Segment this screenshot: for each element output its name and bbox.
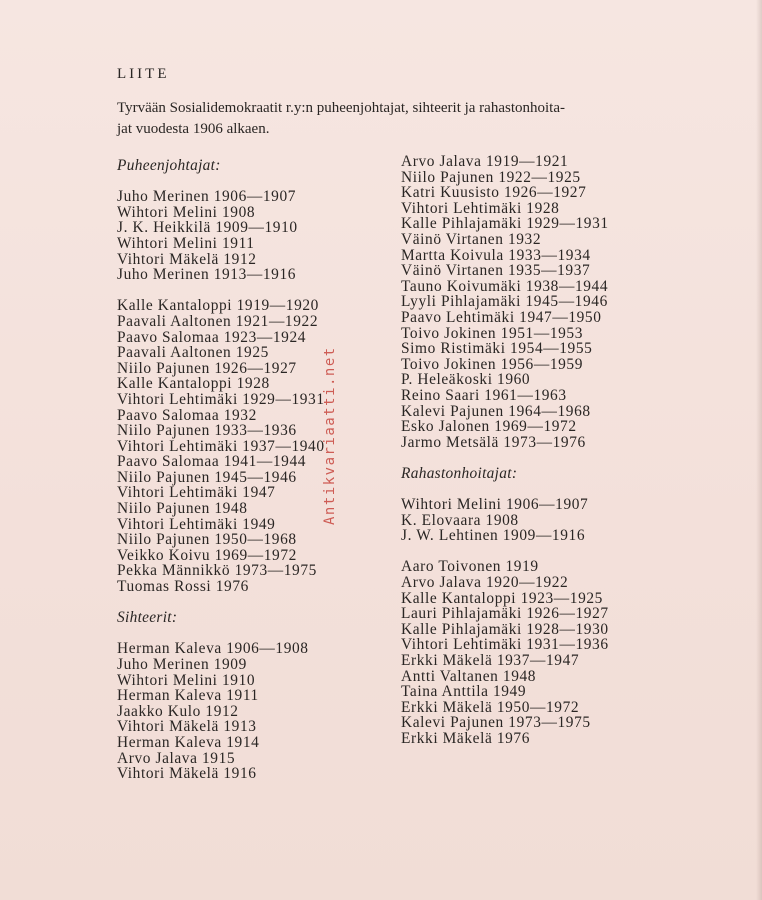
list-item: Tuomas Rossi 1976 bbox=[117, 578, 249, 596]
list-item: J. K. Heikkilä 1909—1910 bbox=[117, 219, 298, 237]
list-item: J. W. Lehtinen 1909—1916 bbox=[401, 527, 586, 545]
list-item: Kalle Kantaloppi 1923—1925 bbox=[401, 589, 603, 607]
treasurer-list-2 bbox=[401, 559, 609, 746]
list-item: Arvo Jalava 1919—1921 bbox=[401, 153, 569, 170]
list-item: Vihtori Lehtimäki 1949 bbox=[117, 515, 276, 533]
list-item: Juho Merinen 1906—1907 bbox=[117, 188, 297, 206]
list-item: Katri Kuusisto 1926—1927 bbox=[401, 184, 587, 202]
list-item: Tauno Koivumäki 1938—1944 bbox=[401, 277, 609, 295]
list-item: Erkki Mäkelä 1976 bbox=[401, 729, 531, 747]
list-item: Kalle Kantaloppi 1919—1920 bbox=[117, 297, 319, 315]
treasurer-list-1 bbox=[401, 497, 609, 544]
list-item: Herman Kaleva 1906—1908 bbox=[117, 640, 309, 658]
list-item: Kalevi Pajunen 1964—1968 bbox=[401, 402, 591, 420]
right-column bbox=[401, 154, 609, 747]
list-item: Kalevi Pajunen 1973—1975 bbox=[401, 714, 591, 732]
list-item: Taina Anttila 1949 bbox=[401, 683, 527, 701]
list-item: Väinö Virtanen 1932 bbox=[401, 230, 542, 248]
list-item: Niilo Pajunen 1933—1936 bbox=[117, 422, 297, 440]
page-heading: LIITE bbox=[117, 66, 170, 82]
section-title-rahastonhoitajat: Rahastonhoitajat: bbox=[401, 464, 518, 482]
chair-list-1 bbox=[117, 189, 325, 283]
spacer bbox=[401, 450, 609, 466]
list-item: Paavo Salomaa 1941—1944 bbox=[117, 453, 307, 471]
list-item: Vihtori Mäkelä 1916 bbox=[117, 765, 257, 783]
list-item: Aaro Toivonen 1919 bbox=[401, 558, 539, 576]
list-item: Niilo Pajunen 1922—1925 bbox=[401, 168, 581, 186]
intro-line: Tyrvään Sosialidemokraatit r.y:n puheenjohtajat, sihteerit ja rahastonhoita- bbox=[117, 100, 565, 116]
list-item: Arvo Jalava 1920—1922 bbox=[401, 574, 569, 592]
list-item: Martta Koivula 1933—1934 bbox=[401, 246, 591, 264]
list-item: Vihtori Lehtimäki 1931—1936 bbox=[401, 636, 609, 654]
spacer bbox=[117, 595, 325, 611]
list-item: Niilo Pajunen 1926—1927 bbox=[117, 359, 297, 377]
list-item: Jarmo Metsälä 1973—1976 bbox=[401, 433, 586, 451]
list-item: Pekka Männikkö 1973—1975 bbox=[117, 562, 317, 580]
list-item: Arvo Jalava 1915 bbox=[117, 749, 236, 767]
list-item: Lyyli Pihlajamäki 1945—1946 bbox=[401, 293, 608, 311]
list-item: Wihtori Melini 1910 bbox=[117, 671, 256, 689]
secretary-list bbox=[117, 641, 325, 781]
list-item: Niilo Pajunen 1945—1946 bbox=[117, 468, 297, 486]
list-item: Juho Merinen 1909 bbox=[117, 656, 247, 673]
list-item: Veikko Koivu 1969—1972 bbox=[117, 546, 297, 564]
list-item: Vihtori Lehtimäki 1928 bbox=[401, 199, 560, 217]
list-item: Kalle Pihlajamäki 1929—1931 bbox=[401, 215, 609, 233]
list-item: Juho Merinen 1913—1916 bbox=[117, 266, 297, 284]
list-item: Kalle Kantaloppi 1928 bbox=[117, 375, 270, 393]
list-item: Erkki Mäkelä 1937—1947 bbox=[401, 652, 580, 669]
intro-paragraph bbox=[117, 98, 697, 140]
spacer bbox=[117, 283, 325, 299]
list-item: K. Elovaara 1908 bbox=[401, 511, 519, 529]
list-item: Jaakko Kulo 1912 bbox=[117, 702, 239, 720]
intro-line: jat vuodesta 1906 alkaen. bbox=[117, 121, 270, 137]
watermark-stamp: Antikvariaatti.net bbox=[322, 346, 338, 525]
list-item: Herman Kaleva 1914 bbox=[117, 733, 260, 751]
chair-list-2 bbox=[117, 298, 325, 594]
list-item: Paavo Salomaa 1923—1924 bbox=[117, 328, 307, 346]
list-item: Toivo Jokinen 1951—1953 bbox=[401, 324, 584, 342]
list-item: P. Heleäkoski 1960 bbox=[401, 371, 531, 389]
list-item: Niilo Pajunen 1950—1968 bbox=[117, 531, 297, 549]
list-item: Niilo Pajunen 1948 bbox=[117, 500, 248, 518]
spacer bbox=[117, 626, 325, 642]
list-item: Vihtori Mäkelä 1913 bbox=[117, 718, 257, 736]
list-item: Paavali Aaltonen 1921—1922 bbox=[117, 312, 319, 330]
secretary-list-continued bbox=[401, 154, 609, 450]
list-item: Vihtori Lehtimäki 1947 bbox=[117, 484, 276, 502]
list-item: Toivo Jokinen 1956—1959 bbox=[401, 355, 584, 373]
list-item: Vihtori Lehtimäki 1937—1940 bbox=[117, 437, 325, 455]
list-item: Erkki Mäkelä 1950—1972 bbox=[401, 698, 580, 716]
section-title-puheenjohtajat: Puheenjohtajat: bbox=[117, 157, 221, 174]
list-item: Wihtori Melini 1908 bbox=[117, 203, 256, 221]
list-item: Paavali Aaltonen 1925 bbox=[117, 344, 269, 362]
spacer bbox=[401, 544, 609, 560]
list-item: Wihtori Melini 1911 bbox=[117, 234, 255, 252]
list-item: Lauri Pihlajamäki 1926—1927 bbox=[401, 605, 609, 623]
list-item: Reino Saari 1961—1963 bbox=[401, 386, 567, 404]
list-item: Paavo Lehtimäki 1947—1950 bbox=[401, 308, 602, 326]
list-item: Wihtori Melini 1906—1907 bbox=[401, 496, 589, 514]
list-item: Simo Ristimäki 1954—1955 bbox=[401, 340, 593, 358]
list-item: Esko Jalonen 1969—1972 bbox=[401, 418, 577, 436]
section-title-sihteerit: Sihteerit: bbox=[117, 609, 178, 627]
list-item: Herman Kaleva 1911 bbox=[117, 687, 259, 705]
list-item: Väinö Virtanen 1935—1937 bbox=[401, 262, 591, 280]
spacer bbox=[117, 174, 325, 190]
left-column bbox=[117, 158, 325, 782]
list-item: Kalle Pihlajamäki 1928—1930 bbox=[401, 620, 609, 638]
list-item: Antti Valtanen 1948 bbox=[401, 667, 537, 685]
list-item: Paavo Salomaa 1932 bbox=[117, 406, 257, 424]
spacer bbox=[401, 481, 609, 497]
page-edge-shadow bbox=[756, 0, 762, 900]
list-item: Vihtori Lehtimäki 1929—1931 bbox=[117, 390, 325, 408]
list-item: Vihtori Mäkelä 1912 bbox=[117, 250, 257, 268]
